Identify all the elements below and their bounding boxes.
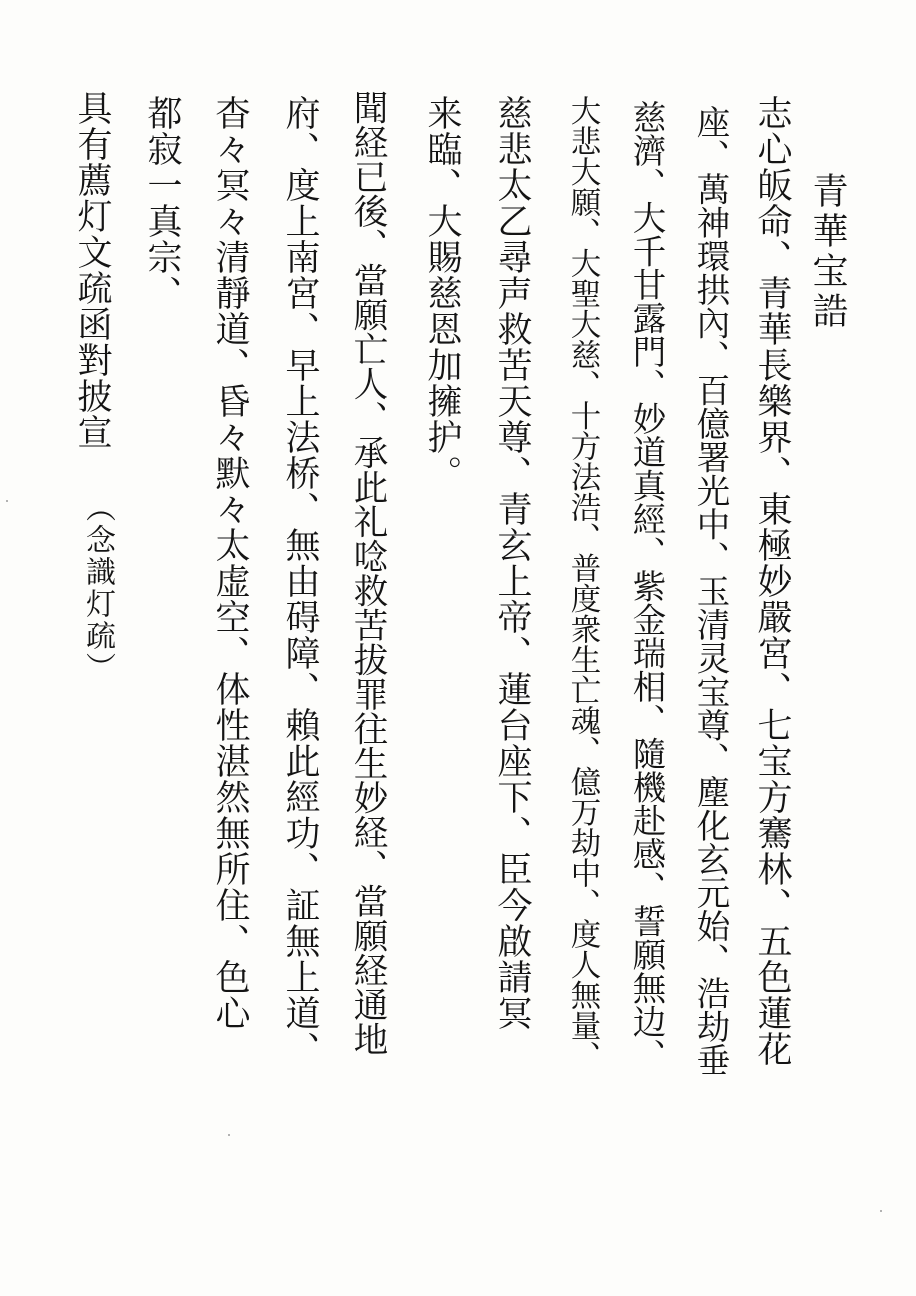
closing-note: （念識灯疏） [80,492,115,684]
text-column-5: 慈悲太乙尋声救苦天尊、青玄上帝、蓮台座下、臣今啟請冥 [492,95,532,1031]
text-column-1: 志心皈命、青華長樂界、東極妙嚴宮、七宝方騫林、五色蓮花 [752,95,792,1067]
text-column-9: 杳々冥々清靜道、昏々默々太虚空、体性湛然無所住、色心 [210,95,250,1031]
text-column-3: 慈濟、大千甘露門、妙道真經、紫金瑞相、隨機赴感、誓願無边、 [627,100,666,1072]
paper-speck [6,500,8,502]
text-column-7: 聞経已後、當願亡人、承此礼唸救苦拔罪往生妙経、當願経通地 [347,90,387,1056]
text-column-2: 座、萬神環拱內、百億署光中、玉清灵宝尊、塵化玄元始、浩劫垂 [691,105,730,1077]
text-column-10: 都寂一真宗、 [142,95,182,311]
closing-column: 具有薦灯文疏函對披宣 [72,90,112,450]
text-column-6: 来臨、大賜慈恩加擁护。 [422,95,462,491]
document-title: 青華宝誥 [807,172,848,332]
text-column-8: 府、度上南宮、早上法桥、無由碍障、賴此經功、証無上道、 [280,95,320,1067]
paper-speck [228,1134,230,1136]
text-column-4: 大悲大願、大聖大慈、十方法浩、普度衆生亡魂、億万劫中、度人無量、 [565,95,600,1071]
paper-speck [880,1210,882,1212]
